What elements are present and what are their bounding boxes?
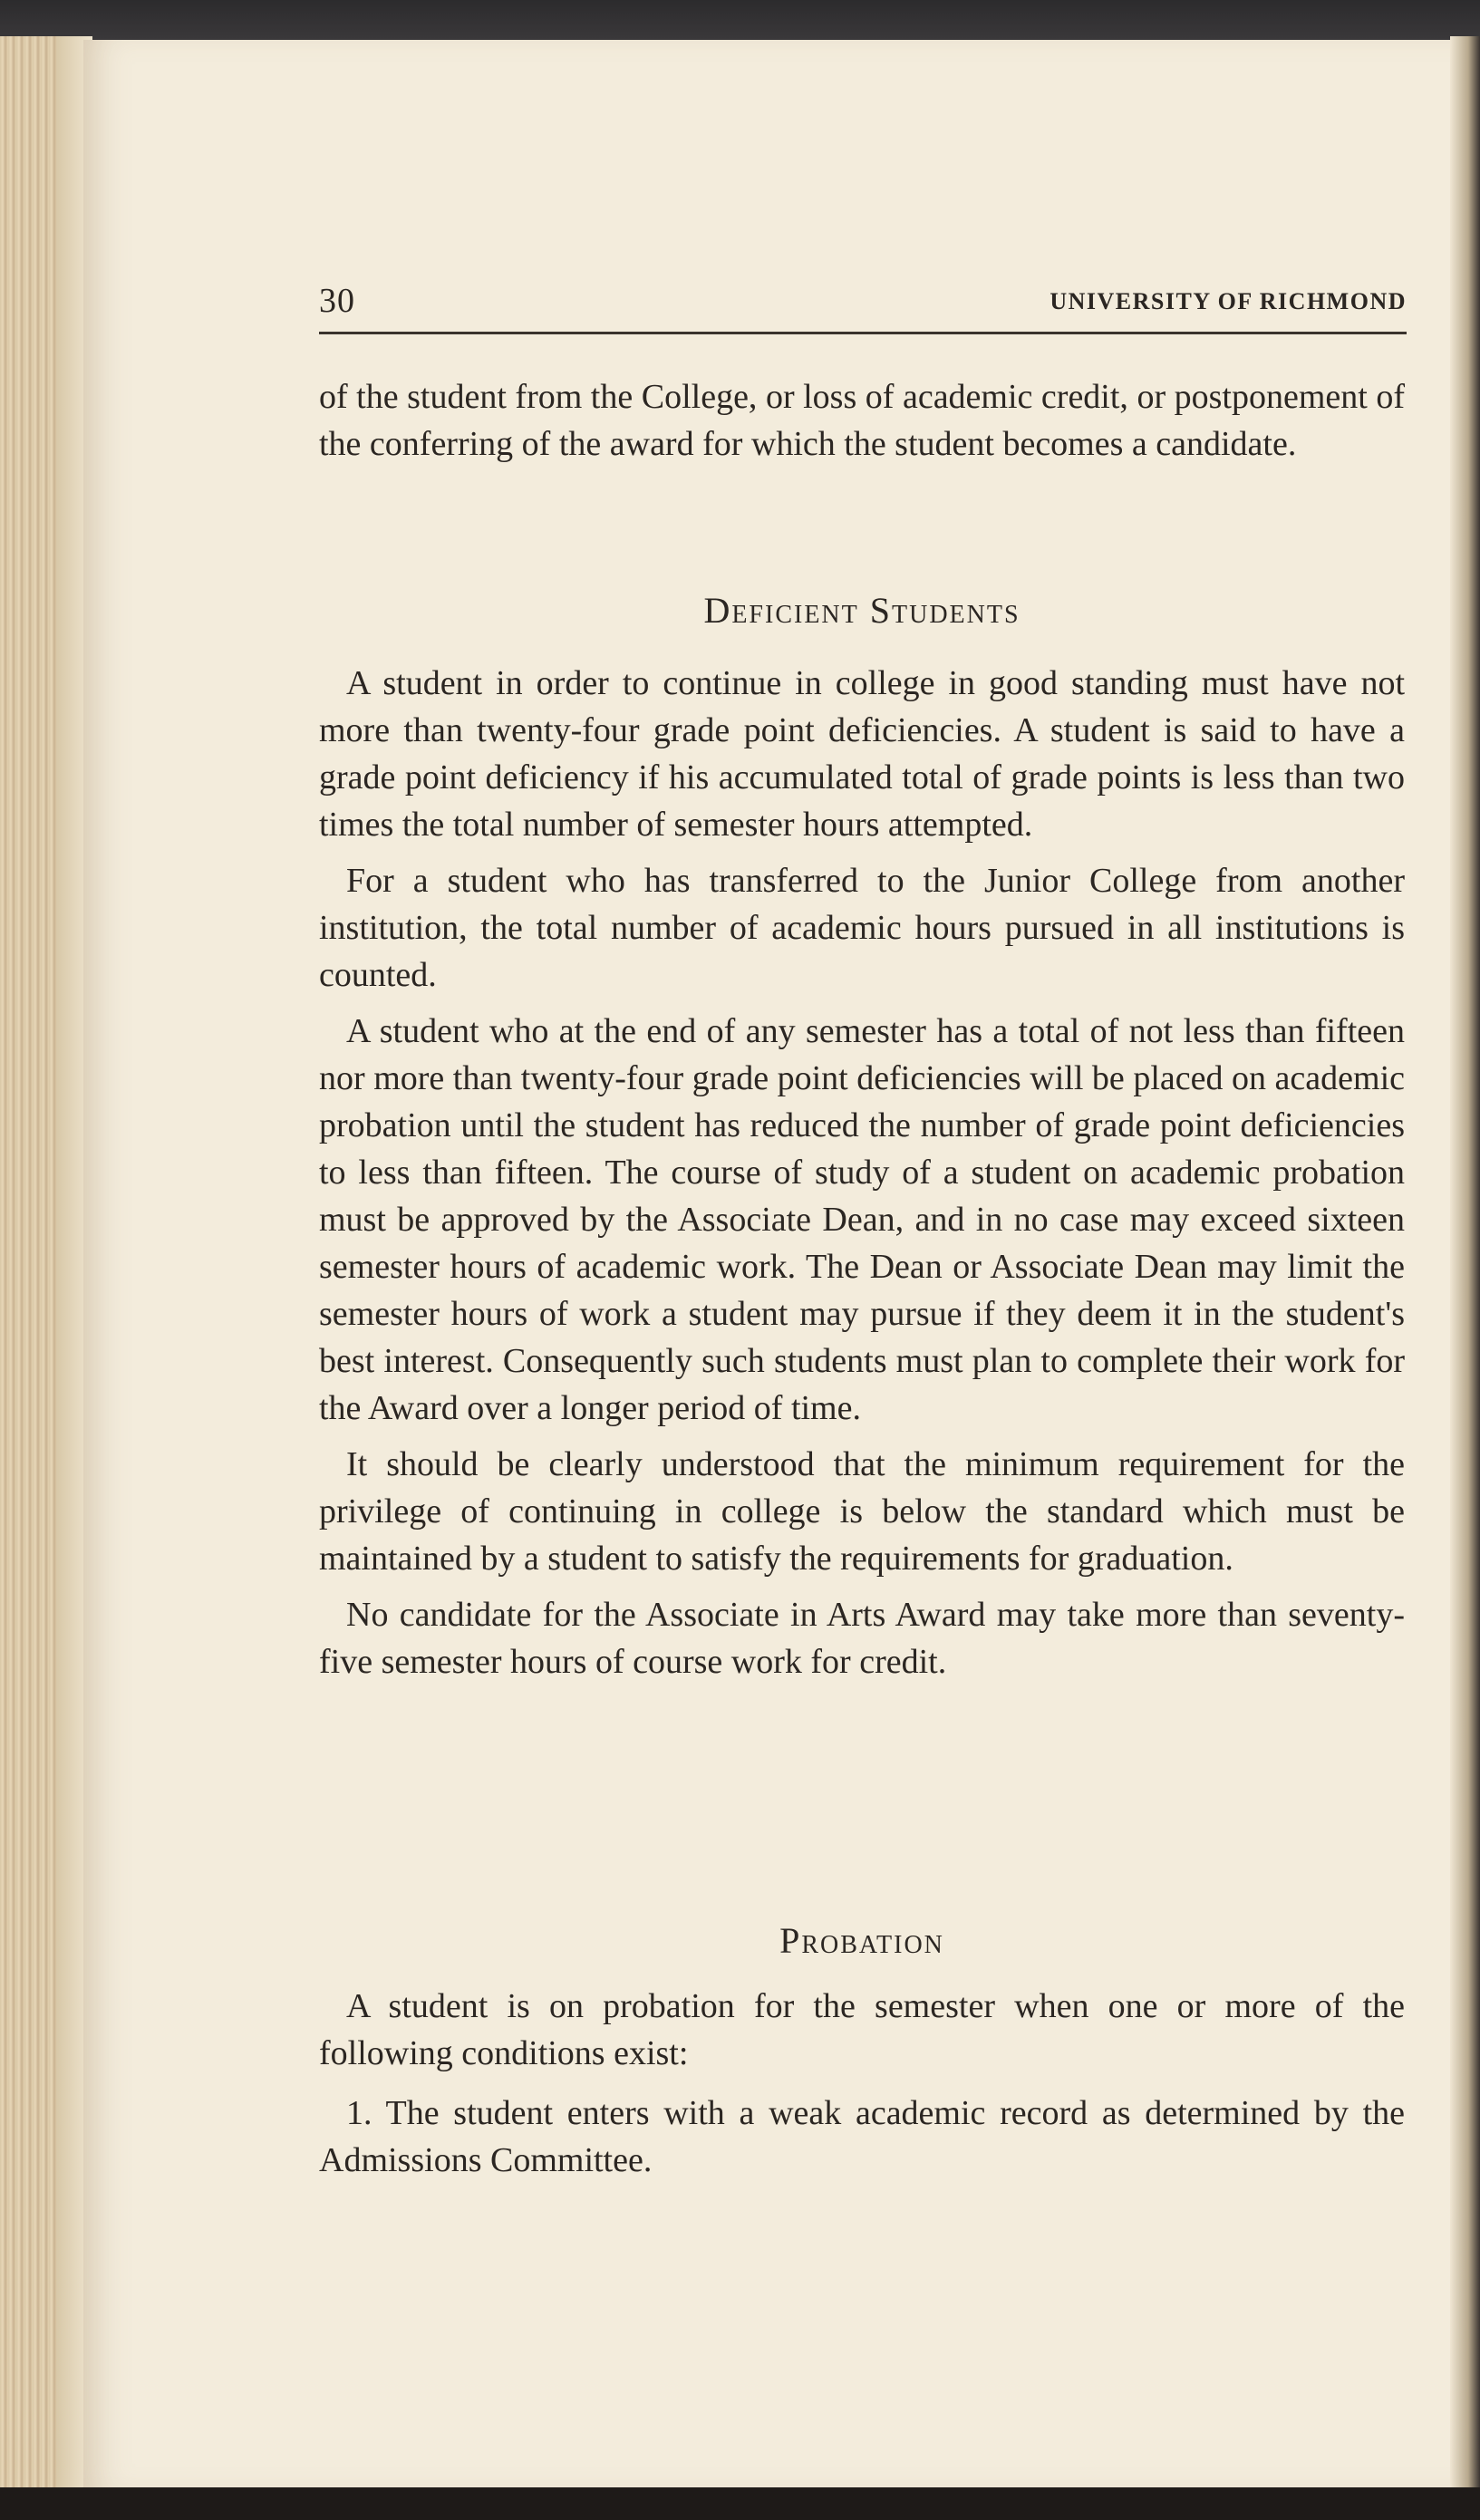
list-item: 1. The student enters with a weak academic record as determined by the Admissions Committee. <box>319 2094 1405 2179</box>
section-heading-deficient-students: Deficient Students <box>703 590 1021 631</box>
paragraph: For a student who has transferred to the Junior College from another institution, the total number of academic hours pursued in all institutions is counted. <box>319 862 1405 994</box>
section-heading-probation: Probation <box>779 1920 944 1961</box>
running-head-title: UNIVERSITY OF RICHMOND <box>1050 288 1407 314</box>
right-page-edge <box>1450 36 1480 2492</box>
paragraph: A student is on probation for the semester when one or more of the following conditions exist: <box>319 1987 1405 2072</box>
paragraph: No candidate for the Associate in Arts Award may take more than seventy-five semester hours of course work for credit. <box>319 1596 1405 1681</box>
scanner-top-band <box>0 0 1480 40</box>
book-page-edges <box>0 36 56 2492</box>
probation-body <box>319 1983 1405 2193</box>
paragraph: A student who at the end of any semester has a total of not less than fifteen nor more than twenty-four grade point deficiencies will be placed on academic probation until the student has reduced the number of grade point deficiencies to less than fifteen. The course of study of a student on academic probation must be approved by the Associate Dean, and in no case may exceed sixteen semester hours of academic work. The Dean or Associate Dean may limit the semester hours of work a student may pursue if they deem it in the student's best interest. Consequently such students must plan to complete their work for the Award over a longer period of time. <box>319 1012 1405 1427</box>
paragraph: A student in order to continue in college in good standing must have not more than twenty-four grade point deficiencies. A student is said to have a grade point deficiency if his accumulated total of grade points is less than two times the total number of semester hours attempted. <box>319 664 1405 844</box>
header-rule <box>319 332 1407 334</box>
page-number: 30 <box>319 282 355 320</box>
scanner-bottom-band <box>0 2487 1480 2520</box>
opening-paragraph: of the student from the College, or loss of academic credit, or postponement of the conferring of the award for which the student becomes a candidate. <box>319 378 1405 463</box>
deficient-students-body <box>319 660 1405 1694</box>
opening-text-block <box>319 373 1405 468</box>
paragraph: It should be clearly understood that the minimum requirement for the privilege of continuing in college is below the standard which must be maintained by a student to satisfy the requirements for graduation. <box>319 1445 1405 1578</box>
running-head <box>319 281 1407 335</box>
